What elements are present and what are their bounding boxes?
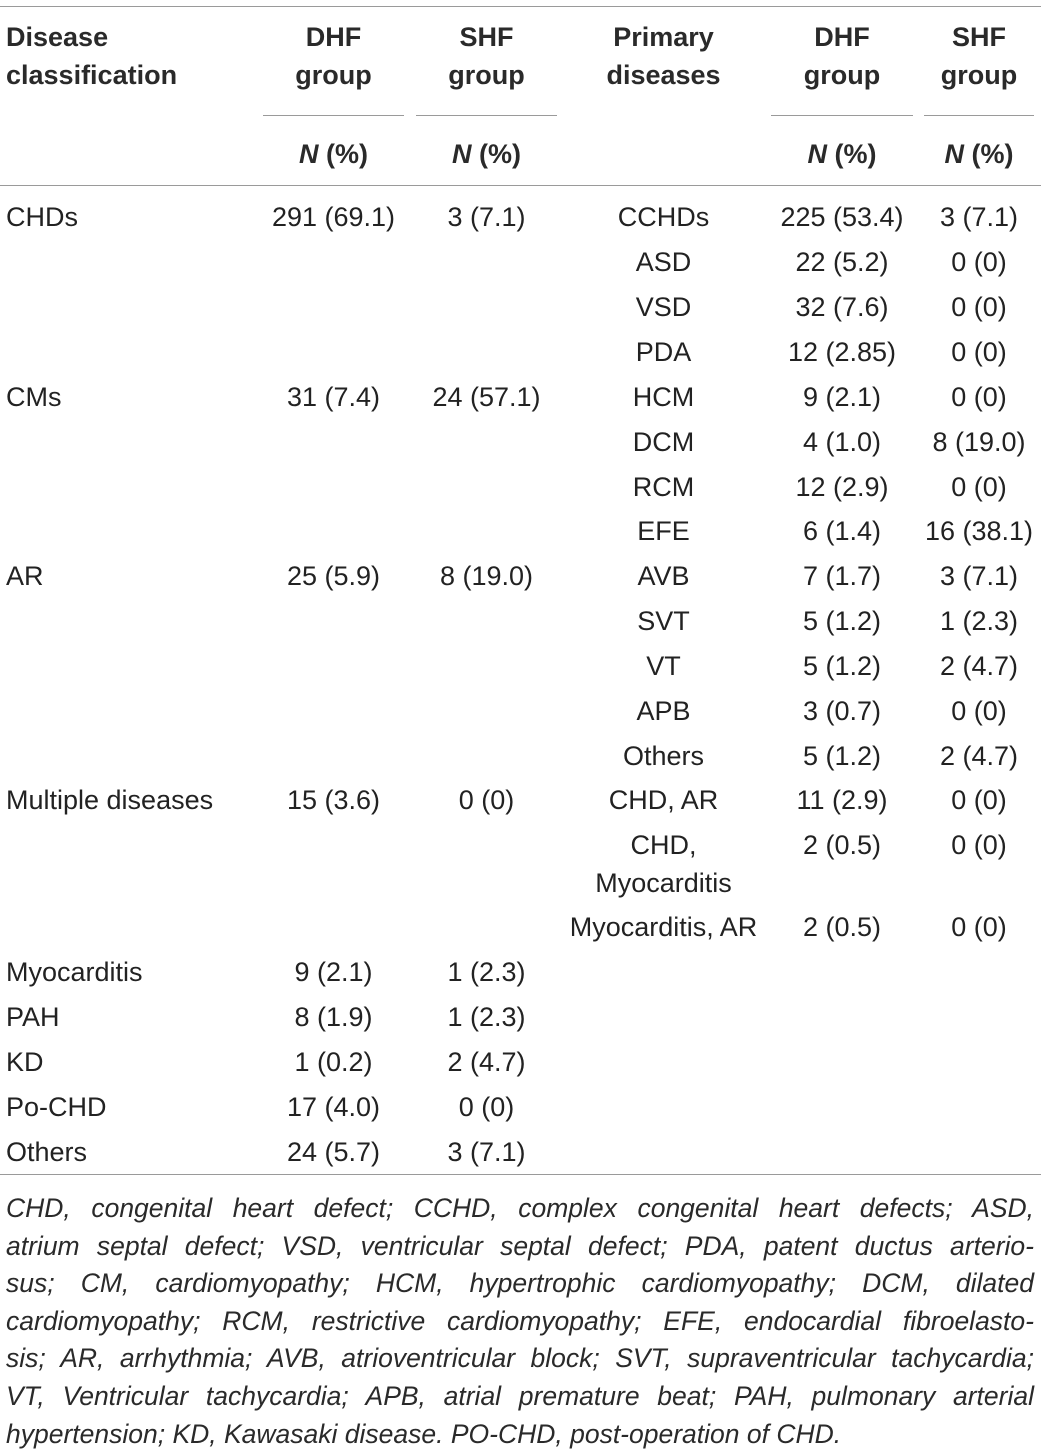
header-subrule-dhf-right (771, 115, 913, 116)
left-row-name: PAH (6, 1002, 60, 1032)
right-row-shf: 0 (0) (951, 472, 1007, 502)
left-row-name: CHDs (6, 202, 78, 232)
header-shf-group-left (416, 18, 557, 94)
right-row-shf: 0 (0) (951, 337, 1007, 367)
left-row-name: Po-CHD (6, 1092, 107, 1122)
left-row-shf: 8 (19.0) (439, 561, 534, 591)
header-line: classification (6, 60, 178, 90)
n-label: N (944, 139, 964, 169)
right-row-shf: 0 (0) (951, 830, 1007, 860)
right-row-shf: 2 (4.7) (939, 741, 1019, 771)
footnote-line: CHD, congenital heart defect; CCHD, complex congenital heart defects; ASD, (6, 1193, 1034, 1223)
n-label: N (299, 139, 319, 169)
left-row-dhf: 24 (5.7) (286, 1137, 381, 1167)
right-row-dhf: 4 (1.0) (802, 427, 882, 457)
right-row-shf: 8 (19.0) (932, 427, 1026, 457)
header-line: Primary (613, 22, 714, 52)
header-disease-classification (6, 18, 177, 94)
n-label: N (807, 139, 827, 169)
left-row-shf: 0 (0) (458, 785, 515, 815)
n-label: N (452, 139, 472, 169)
pct-label: (%) (318, 139, 368, 169)
left-row-shf: 1 (2.3) (447, 1002, 526, 1032)
left-row-name: AR (6, 561, 44, 591)
header-bottom-rule (0, 185, 1041, 186)
left-row-name: KD (6, 1047, 44, 1077)
left-row-shf: 24 (57.1) (432, 382, 541, 412)
right-row-dhf: 32 (7.6) (795, 292, 889, 322)
right-row-dhf: 12 (2.85) (787, 337, 897, 367)
right-row-shf: 0 (0) (951, 247, 1007, 277)
header-line: group (448, 60, 525, 90)
header-subrule-dhf-left (263, 115, 404, 116)
right-row-name: RCM (632, 472, 695, 502)
right-row-dhf: 225 (53.4) (780, 202, 904, 232)
header-dhf-group-right (771, 18, 913, 94)
right-row-shf: 0 (0) (951, 382, 1007, 412)
header-shf-group-right (924, 18, 1034, 94)
right-row-name: Others (622, 741, 705, 771)
table-bottom-rule (0, 1174, 1041, 1175)
right-row-dhf: 6 (1.4) (802, 516, 882, 546)
right-row-shf: 3 (7.1) (939, 202, 1019, 232)
subheader-n-pct-dhf-right (771, 135, 913, 173)
right-row-name: PDA (635, 337, 692, 367)
header-line: SHF (952, 22, 1006, 52)
right-row-dhf: 12 (2.9) (795, 472, 889, 502)
left-row-dhf: 9 (2.1) (294, 957, 373, 987)
right-row-name: CHD, AR (608, 785, 719, 815)
right-row-name: CCHDs (617, 202, 710, 232)
right-row-shf: 0 (0) (951, 696, 1007, 726)
header-subrule-shf-left (416, 115, 557, 116)
header-line: group (940, 60, 1018, 90)
right-row-name: HCM (632, 382, 695, 412)
right-row-name: APB (636, 696, 691, 726)
right-row-dhf: 5 (1.2) (802, 741, 882, 771)
left-row-name: CMs (6, 382, 62, 412)
left-row-dhf: 291 (69.1) (271, 202, 396, 232)
left-row-shf: 3 (7.1) (447, 202, 526, 232)
header-line: group (803, 60, 881, 90)
right-row-dhf: 22 (5.2) (795, 247, 889, 277)
right-row-dhf: 3 (0.7) (802, 696, 882, 726)
right-row-shf: 16 (38.1) (924, 516, 1034, 546)
right-row-name: EFE (637, 516, 690, 546)
right-row-name: ASD (635, 247, 692, 277)
right-row-name: SVT (637, 606, 690, 636)
right-row-dhf: 5 (1.2) (802, 606, 882, 636)
table-footnote (6, 1190, 1034, 1453)
left-row-dhf: 25 (5.9) (286, 561, 381, 591)
right-row-name: DCM (632, 427, 695, 457)
header-line: Disease (6, 22, 109, 52)
right-row-name: AVB (637, 561, 690, 591)
pct-label: (%) (964, 139, 1014, 169)
header-line: DHF (305, 22, 362, 52)
footnote-line: cardiomyopathy; RCM, restrictive cardiomyopathy; EFE, endocardial fibroelasto- (6, 1305, 1034, 1336)
right-row-name: Myocarditis, AR (569, 912, 758, 942)
footnote-line: sis; AR, arrhythmia; AVB, atrioventricular block; SVT, supraventricular tachycardia; (6, 1343, 1034, 1374)
right-row-shf: 2 (4.7) (939, 651, 1019, 681)
right-row-name-line1: CHD, (630, 830, 697, 860)
right-row-name-two-line (562, 826, 765, 902)
header-line: SHF (459, 22, 514, 52)
footnote-line: hypertension; KD, Kawasaki disease. PO-CHD, post-operation of CHD. (6, 1418, 842, 1449)
left-row-dhf: 17 (4.0) (286, 1092, 381, 1122)
right-row-name-line2: Myocarditis (595, 868, 732, 898)
left-row-shf: 3 (7.1) (447, 1137, 526, 1167)
header-dhf-group-left (263, 18, 404, 94)
top-rule (0, 6, 1041, 7)
left-row-dhf: 8 (1.9) (294, 1002, 373, 1032)
right-row-shf: 3 (7.1) (939, 561, 1019, 591)
footnote-line: atrium septal defect; VSD, ventricular septal defect; PDA, patent ductus arterio- (6, 1230, 1034, 1261)
header-line: group (295, 60, 372, 90)
subheader-n-pct-shf-right (924, 135, 1034, 173)
right-row-dhf: 7 (1.7) (802, 561, 882, 591)
left-row-shf: 0 (0) (458, 1092, 515, 1122)
header-line: DHF (814, 22, 870, 52)
pct-label: (%) (827, 139, 877, 169)
left-row-dhf: 1 (0.2) (294, 1047, 373, 1077)
left-row-shf: 2 (4.7) (447, 1047, 526, 1077)
pct-label: (%) (471, 139, 521, 169)
right-row-dhf: 11 (2.9) (796, 785, 888, 815)
left-row-dhf: 15 (3.6) (286, 785, 381, 815)
left-row-name: Multiple diseases (6, 785, 214, 815)
right-row-name: VSD (635, 292, 692, 322)
subheader-n-pct-shf-left (416, 135, 557, 173)
header-subrule-shf-right (924, 115, 1034, 116)
footnote-line: sus; CM, cardiomyopathy; HCM, hypertrophic cardiomyopathy; DCM, dilated (6, 1268, 1034, 1299)
right-row-shf: 0 (0) (951, 785, 1007, 815)
right-row-dhf: 2 (0.5) (802, 912, 882, 942)
left-row-shf: 1 (2.3) (447, 957, 526, 987)
left-row-name: Others (6, 1137, 88, 1167)
left-row-name: Myocarditis (6, 957, 143, 987)
subheader-n-pct-dhf-left (263, 135, 404, 173)
right-row-shf: 1 (2.3) (939, 606, 1019, 636)
footnote-line: VT, Ventricular tachycardia; APB, atrial premature beat; PAH, pulmonary arterial (6, 1380, 1034, 1411)
right-row-dhf: 2 (0.5) (802, 830, 882, 860)
right-row-dhf: 9 (2.1) (802, 382, 882, 412)
right-row-name: VT (646, 651, 681, 681)
right-row-shf: 0 (0) (951, 292, 1007, 322)
header-primary-diseases (562, 18, 765, 94)
right-row-shf: 0 (0) (951, 912, 1007, 942)
right-row-dhf: 5 (1.2) (802, 651, 882, 681)
header-line: diseases (606, 60, 721, 90)
left-row-dhf: 31 (7.4) (286, 382, 381, 412)
